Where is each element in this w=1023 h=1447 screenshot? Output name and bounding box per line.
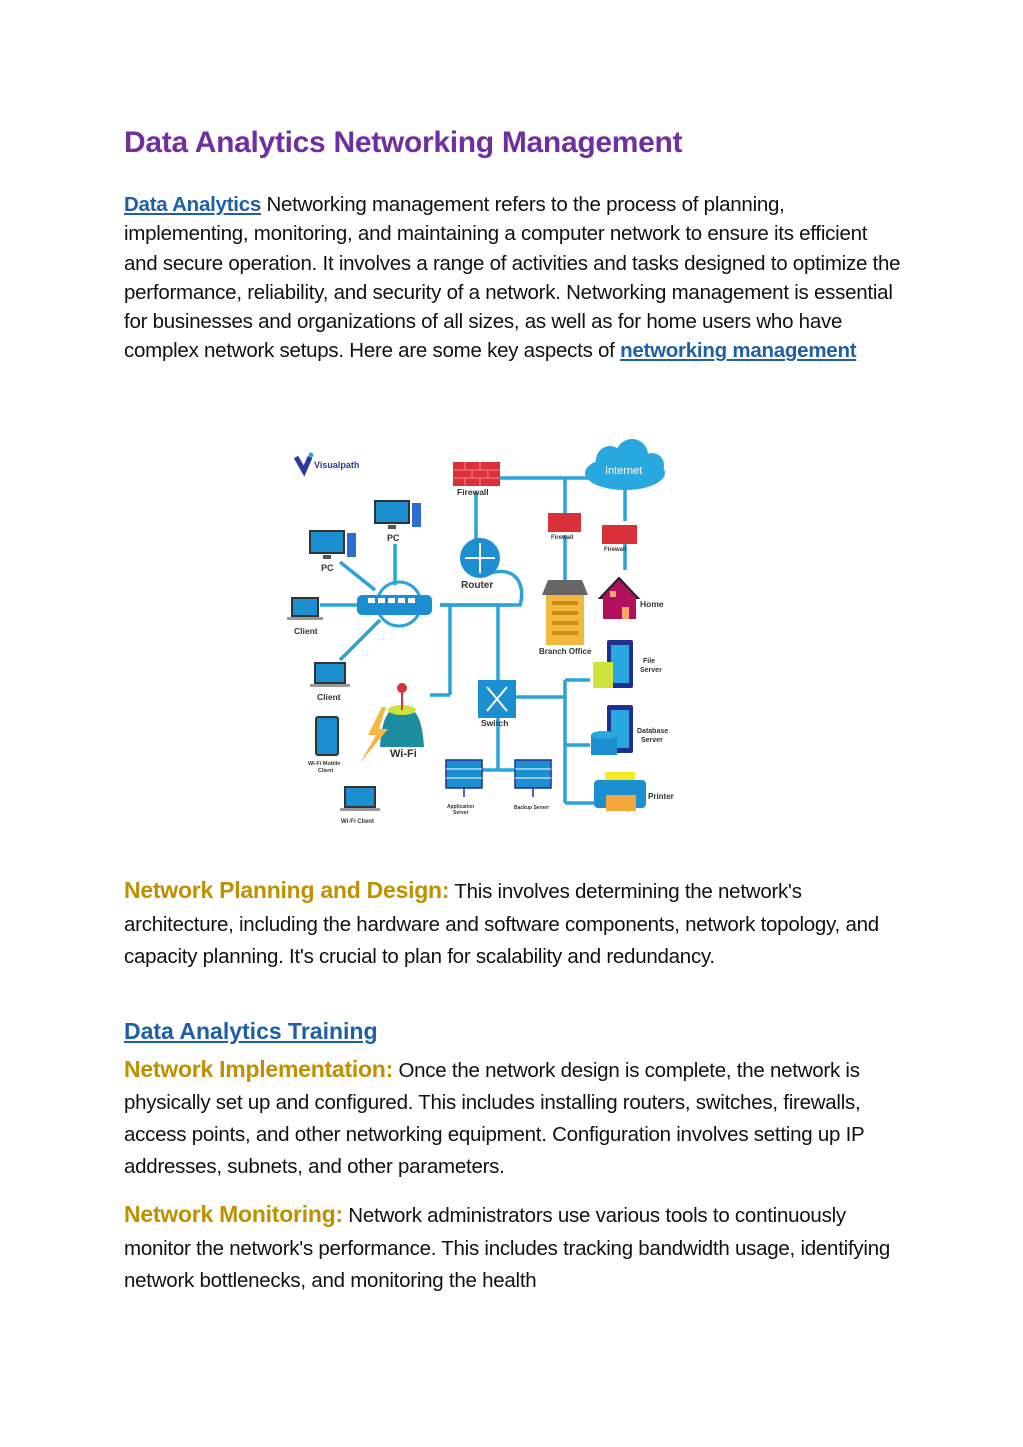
firewall-icon [453, 462, 500, 497]
section-body: This involves determining the network's architecture, including the hardware and software components, network topology, and capacity planning. It's crucial to plan for scalability and redundancy. [124, 880, 879, 968]
network-diagram [280, 435, 700, 835]
svg-text:Branch Office: Branch Office [539, 647, 592, 656]
database-server-icon [591, 705, 668, 755]
visualpath-logo [296, 453, 359, 472]
svg-text:Application: Application [447, 804, 475, 810]
pc-icon [375, 501, 421, 543]
svg-text:PC: PC [387, 533, 400, 543]
home-icon [600, 578, 664, 619]
section-body: Network administrators use various tools to continuously monitor the network's performance. This includes tracking bandwidth usage, identifying network bottlenecks, and monitoring the health [124, 1204, 891, 1292]
internet-cloud-icon [585, 439, 665, 490]
svg-text:File: File [643, 658, 656, 665]
intro-paragraph [124, 190, 904, 366]
page-title: Data Analytics Networking Management [124, 126, 683, 159]
section-heading: Network Planning and Design: [124, 877, 450, 903]
svg-text:Server: Server [640, 667, 662, 674]
svg-text:Client: Client [318, 768, 334, 774]
svg-text:Backup Server: Backup Server [514, 805, 550, 811]
switch-icon [478, 680, 516, 728]
home-firewall-icon [602, 525, 637, 553]
svg-text:Server: Server [453, 810, 469, 816]
laptop-client-icon [310, 663, 350, 702]
svg-text:Wi-Fi: Wi-Fi [390, 748, 417, 760]
svg-text:Database: Database [637, 728, 669, 735]
data-analytics-link[interactable]: Data Analytics [124, 193, 262, 216]
svg-text:Client: Client [294, 626, 318, 636]
backup-server-icon [514, 760, 551, 811]
svg-text:Wi-Fi Mobile: Wi-Fi Mobile [308, 761, 341, 767]
branch-office-icon [539, 580, 592, 656]
svg-text:Firewall: Firewall [551, 535, 574, 541]
intro-body: Networking management refers to the process of planning, implementing, monitoring, and maintaining a computer network to ensure its efficient and secure operation. It involves a range of activities and tasks designed to optimize the performance, reliability, and security of a network. Networking management is essential for businesses and organizations of all sizes, as well as for home users who have complex network setups. Here are some key aspects of [124, 193, 901, 363]
section-planning [124, 874, 904, 974]
svg-text:Printer: Printer [648, 792, 674, 801]
svg-text:Firewall: Firewall [604, 547, 627, 553]
wifi-laptop-client-icon [340, 787, 380, 825]
printer-icon [594, 772, 674, 811]
svg-text:Internet: Internet [605, 465, 643, 477]
svg-text:Firewall: Firewall [457, 487, 489, 497]
svg-text:Switch: Switch [481, 718, 509, 728]
section-heading: Network Monitoring: [124, 1201, 343, 1227]
pc-icon [310, 531, 356, 573]
networking-management-link[interactable]: networking management [620, 339, 857, 363]
svg-text:Client: Client [317, 692, 341, 702]
svg-text:Wi-Fi Client: Wi-Fi Client [341, 819, 374, 825]
branch-firewall-icon [548, 513, 581, 541]
svg-text:Server: Server [641, 737, 663, 744]
application-server-icon [446, 760, 482, 816]
svg-text:Visualpath: Visualpath [314, 460, 360, 470]
router-icon [460, 538, 500, 591]
hub-icon [357, 582, 432, 626]
file-server-icon [593, 640, 662, 688]
data-analytics-training-link[interactable]: Data Analytics Training [124, 1018, 378, 1044]
mobile-client-icon [308, 717, 340, 774]
section-heading: Network Implementation: [124, 1056, 394, 1082]
section-body: Once the network design is complete, the network is physically set up and configured. This includes installing routers, switches, firewalls, access points, and other networking equipment. Configuration involves setting up IP addresses, subnets, and other parameters. [124, 1059, 865, 1178]
svg-text:PC: PC [321, 563, 334, 573]
svg-text:Home: Home [640, 599, 664, 609]
section-monitoring [124, 1198, 904, 1298]
section-implementation [124, 1053, 904, 1183]
laptop-client-icon [287, 598, 323, 636]
wifi-access-point-icon [380, 683, 424, 760]
svg-text:Router: Router [461, 580, 494, 591]
